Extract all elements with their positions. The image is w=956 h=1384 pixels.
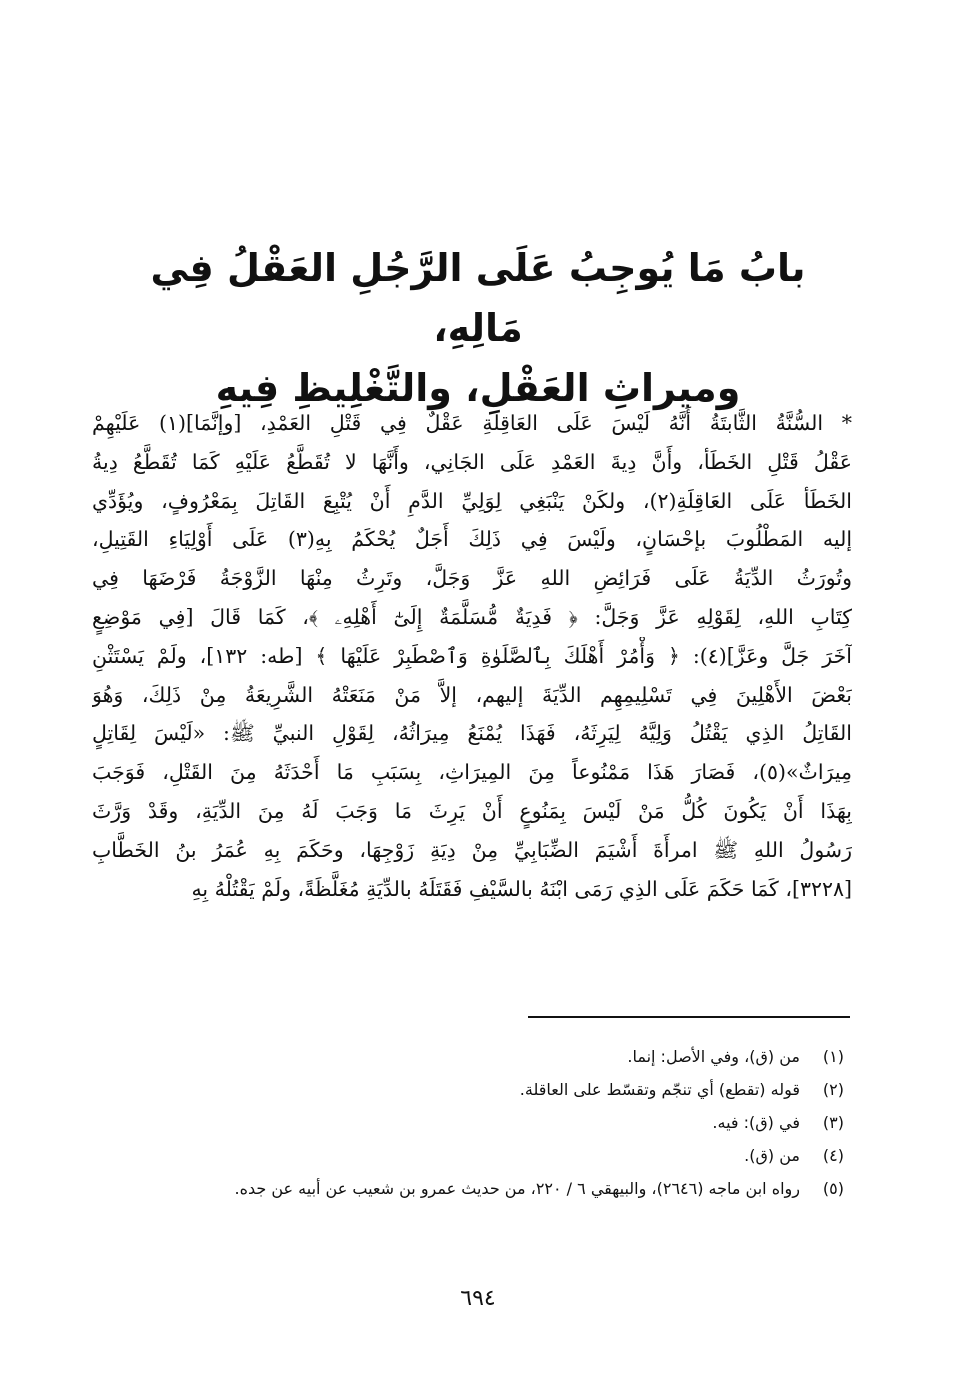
text-line: إليه المَطْلُوبَ بإحْسَانٍ، ولَيْسَ فِي ذَلِكَ أَجَلٌ يُحْكَمُ بِهِ(٣) عَلَى أَوْلِيَاءِ القَتِيلِ،: [92, 527, 852, 552]
footnotes: [100, 1043, 844, 1208]
footnote-number: (٣): [822, 1113, 844, 1132]
footnote-number: (٢): [822, 1080, 844, 1099]
footnote-number: (١): [822, 1047, 844, 1066]
footnote: [100, 1109, 844, 1142]
chapter-title-line-2: وميراثِ العَقْلِ، والتَّغْلِيظِ فِيهِ: [215, 366, 741, 410]
text-line: آخَرَ جَلَّ وعَزَّ](٤): ﴿ وَأْمُرْ أَهْلَكَ بِٱلصَّلَوٰةِ وَٱصْطَبِرْ عَلَيْهَا ﴾ [طه: ١٣٢]، ولَمْ يَسْتَثْنِ: [92, 643, 852, 668]
footnote: [100, 1142, 844, 1175]
text-line: عَقْلُ قَتْلِ الخَطَأ، وأَنَّ دِيةَ العَمْدِ عَلَى الجَانِي، وأَنَّهَا لا تُقَطَّعُ عَلَيْهِ كَمَا تُقَطَّعُ دِيةُ: [92, 449, 852, 474]
text-line: [٣٢٢٨]، كَمَا حَكَمَ عَلَى الذِي رَمَى ابْنَهُ بالسَّيْفِ فَقَتَلَهُ بالدِّيَةِ مُغَلَّظَةً، ولَمْ يَقْتُلْهُ بِهِ: [191, 876, 852, 901]
footnote-text: من (ق)، وفي الأصل: إنما.: [627, 1047, 800, 1066]
footnote-number: (٥): [822, 1179, 844, 1198]
text-line: بَعْضَ الأَهْلِينَ فِي تَسْلِيمِهِم الدِّيَةَ إليهم، إلاَّ مَنْ مَنَعَتْهُ الشَّرِيعَةُ مِنْ ذَلِكَ، وَهُوَ: [92, 682, 852, 707]
footnote-number: (٤): [822, 1146, 844, 1165]
footnote-separator: [528, 1016, 850, 1018]
text-line: رَسُولُ اللهِ ﷺ امرأَةَ أَشْيَمَ الضِّبَابِيِّ مِنْ دِيَةِ زَوْجِهَا، وحَكَمَ بِهِ عُمَرُ بنُ الخَطَّابِ: [92, 837, 852, 862]
footnote-text: قوله (تقطع) أي تنجّم وتقسّط على العاقلة.: [519, 1080, 800, 1099]
text-line: الخَطَأ عَلَى العَاقِلَةِ(٢)، ولكَنْ يَنْبَغِي لِوَلِيِّ الدَّمِ أَنْ يُتْبِعَ القَاتِلَ بِمَعْرُوفٍ، ويُؤَدِّي: [92, 488, 852, 513]
text-line: بِهَذَا أَنْ يَكُونَ كُلُّ مَنْ لَيْسَ بِمَنُوعٍ أَنْ يَرِثَ مَا وَجَبَ لَهُ مِنَ الدِّيَةِ، وقَدْ وَرَّثَ: [92, 798, 852, 823]
footnote-text: رواه ابن ماجه (٢٦٤٦)، والبيهقي ٦ / ٢٢٠، من حديث عمرو بن شعيب عن أبيه عن جده.: [234, 1179, 800, 1198]
text-line: وتُورَثُ الدِّيَةُ عَلَى فَرَائِضِ اللهِ عَزَّ وَجَلَّ، وتَرِثُ مِنْهَا الزَّوْجَةُ فَرْضَهَا فِي: [92, 566, 852, 591]
chapter-title: [110, 238, 846, 418]
footnote: [100, 1043, 844, 1076]
text-line: * السُّنَّةُ الثَّابتَةُ أَنَّهُ لَيْسَ عَلَى العَاقِلَةِ عَقْلٌ فِي قَتْلِ العَمْدِ، [وإنَّمَا](١) عَلَيْهِمْ: [92, 411, 852, 435]
text-line: كِتَابِ اللهِ، لِقَوْلِهِ عَزَّ وَجَلَّ: ﴿ فَدِيَةٌ مُّسَلَّمَةٌ إِلَىٰٓ أَهْلِهِۦ ﴾، كَمَا قَالَ [فِي مَوْضِعٍ: [92, 604, 852, 629]
footnote: [100, 1175, 844, 1208]
footnote: [100, 1076, 844, 1109]
footnote-text: في (ق): فيه.: [712, 1113, 800, 1132]
chapter-title-line-1: بابُ مَا يُوجِبُ عَلَى الرَّجُلِ العَقْلُ فِي مَالِهِ،: [150, 246, 806, 350]
text-line: مِيرَاثٌ»(٥)، فَصَارَ هَذَا مَمْنُوعاً مِنَ المِيرَاثِ، بِسَبَبِ مَا أَحْدَثَهُ مِنَ القَتْلِ، فَوَجَبَ: [92, 760, 852, 785]
footnote-text: من (ق).: [744, 1146, 800, 1165]
text-line: القَاتِلُ الذِي يَقْتُلُ وَلِيَّهُ لِيَرِثَهُ، فَهَذَا يُمْنَعُ مِيرَاثُهُ، لِقَوْلِ النبيِّ ﷺ: «لَيْسَ لِقَاتِلٍ: [92, 721, 852, 746]
main-text: [92, 404, 852, 908]
page-number: ٦٩٤: [460, 1286, 496, 1311]
